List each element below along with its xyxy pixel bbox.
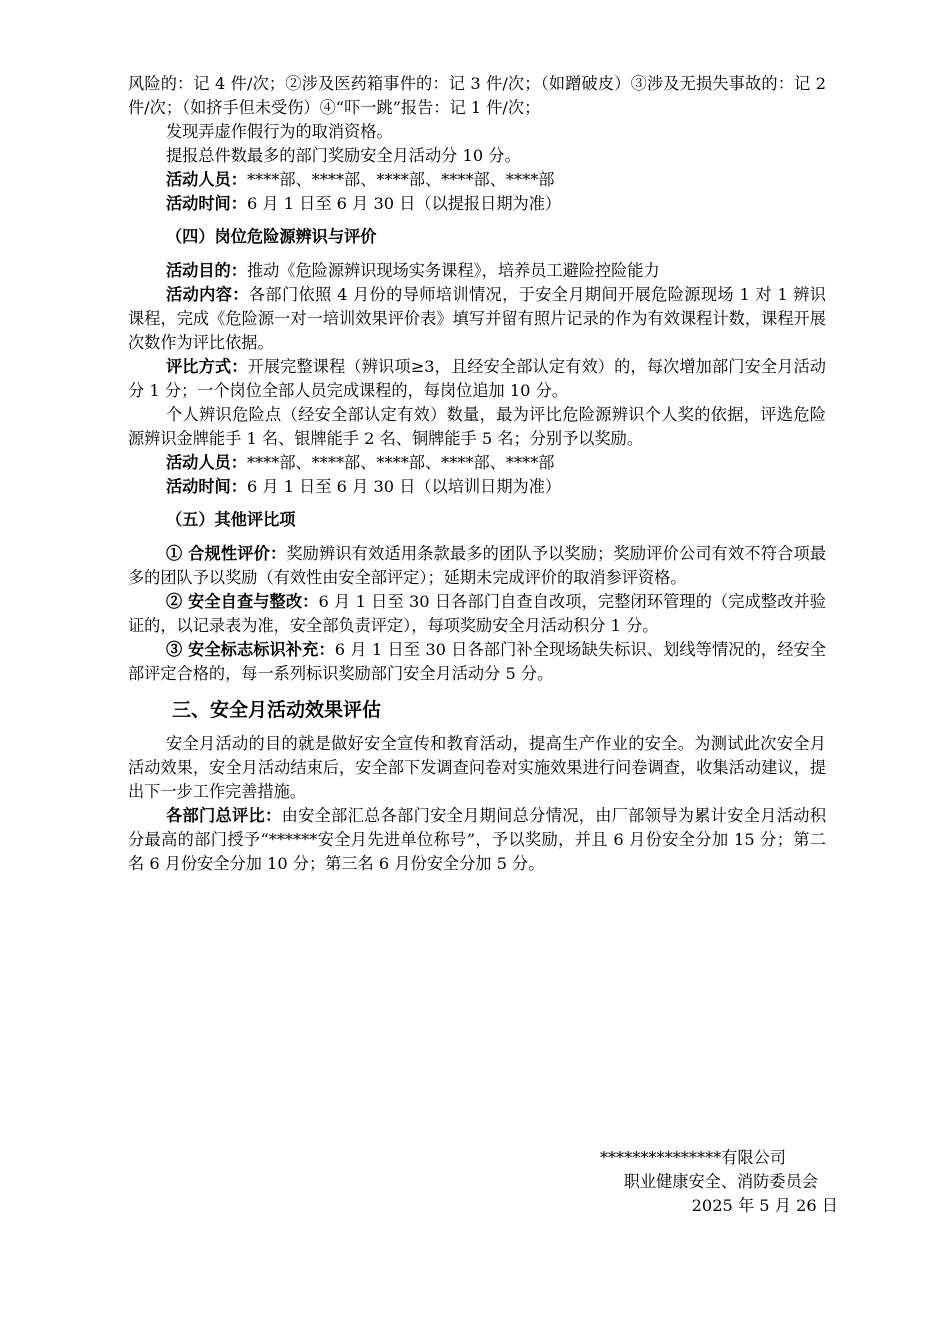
evaluation-total-label: 各部门总评比： bbox=[166, 806, 282, 825]
other-item-signage-label: ③ 安全标志标识补充： bbox=[166, 640, 335, 659]
activity-time bbox=[128, 192, 826, 216]
other-item-compliance-label: ① 合规性评价： bbox=[166, 544, 287, 563]
hazard-goal-label: 活动目的： bbox=[166, 261, 247, 280]
hazard-goal-value: 推动《危险源辨识现场实务课程》，培养员工避险控险能力 bbox=[246, 261, 660, 280]
document-body bbox=[128, 72, 826, 876]
hazard-method-value: 开展完整课程（辨识项≥3，且经安全部认定有效）的，每次增加部门安全月活动分 1 分；一个岗位全部人员完成课程的，每岗位追加 10 分。 bbox=[128, 357, 826, 400]
hazard-content bbox=[128, 283, 826, 355]
hazard-time bbox=[128, 475, 826, 499]
activity-people bbox=[128, 168, 826, 192]
activity-time-label: 活动时间： bbox=[166, 194, 247, 213]
signature-block bbox=[599, 1146, 838, 1218]
signature-company: ***************有限公司 bbox=[599, 1148, 786, 1167]
other-item-compliance bbox=[128, 542, 826, 590]
activity-time-value: 6 月 1 日至 6 月 30 日（以提报日期为准） bbox=[246, 194, 562, 213]
hazard-content-label: 活动内容： bbox=[166, 285, 249, 304]
hazard-method-label: 评比方式： bbox=[166, 357, 248, 376]
other-item-selfcheck-label: ② 安全自查与整改： bbox=[166, 592, 319, 611]
paragraph-incident-count: 风险的：记 4 件/次；②涉及医药箱事件的：记 3 件/次；（如蹭破皮）③涉及无损失事故的：记 2 件/次；（如挤手但未受伤）④“吓一跳”报告：记 1 件/次； bbox=[128, 74, 826, 117]
hazard-content-value: 各部门依照 4 月份的导师培训情况，于安全月期间开展危险源现场 1 对 1 辨识课程，完成《危险源一对一培训效果评价表》填写并留有照片记录的作为有效课程计数，课程开展次数作为评比依据。 bbox=[128, 285, 826, 352]
hazard-goal bbox=[128, 259, 826, 283]
hazard-personal: 个人辨识危险点（经安全部认定有效）数量，最为评比危险源辨识个人奖的依据，评选危险源辨识金牌能手 1 名、银牌能手 2 名、铜牌能手 5 名；分别予以奖励。 bbox=[128, 405, 826, 448]
activity-people-label: 活动人员： bbox=[166, 170, 247, 189]
hazard-people-value: ****部、****部、****部、****部、****部 bbox=[246, 453, 555, 472]
paragraph-fraud-disqualify: 发现弄虚作假行为的取消资格。 bbox=[166, 122, 393, 141]
evaluation-total bbox=[128, 804, 826, 876]
hazard-time-value: 6 月 1 日至 6 月 30 日（以培训日期为准） bbox=[246, 477, 562, 496]
other-item-signage-value: 6 月 1 日至 30 日各部门补全现场缺失标识、划线等情况的，经安全部评定合格的，每一系列标识奖励部门安全月活动分 5 分。 bbox=[128, 640, 827, 683]
hazard-people bbox=[128, 451, 826, 475]
signature-committee: 职业健康安全、消防委员会 bbox=[623, 1172, 818, 1191]
other-item-selfcheck-value: 6 月 1 日至 30 日各部门自查自改项，完整闭环管理的（完成整改并验证的，以记录表为准，安全部负责评定），每项奖励安全月活动积分 1 分。 bbox=[128, 592, 826, 635]
activity-people-value: ****部、****部、****部、****部、****部 bbox=[246, 170, 555, 189]
other-item-compliance-value: 奖励辨识有效适用条款最多的团队予以奖励；奖励评价公司有效不符合项最多的团队予以奖励（有效性由安全部评定）；延期未完成评价的取消参评资格。 bbox=[128, 544, 827, 587]
evaluation-total-value: 由安全部汇总各部门安全月期间总分情况，由厂部领导为累计安全月活动积分最高的部门授予“******安全月先进单位称号”，予以奖励，并且 6 月份安全分加 15 分；第二名 6 月份安全分加 10 分；第三名 6 月份安全分加 5 分。 bbox=[128, 806, 827, 873]
section-heading-hazard: （四）岗位危险源辨识与评价 bbox=[166, 227, 377, 246]
hazard-people-label: 活动人员： bbox=[166, 453, 247, 472]
paragraph-reward: 提报总件数最多的部门奖励安全月活动分 10 分。 bbox=[166, 146, 521, 165]
evaluation-paragraph: 安全月活动的目的就是做好安全宣传和教育活动，提高生产作业的安全。为测试此次安全月活动效果，安全月活动结束后，安全部下发调查问卷对实施效果进行问卷调查，收集活动建议，提出下一步工作完善措施。 bbox=[128, 734, 826, 801]
section-heading-evaluation: 三、安全月活动效果评估 bbox=[172, 699, 382, 721]
hazard-method bbox=[128, 355, 826, 403]
hazard-time-label: 活动时间： bbox=[166, 477, 247, 496]
other-item-signage bbox=[128, 638, 826, 686]
section-heading-other: （五）其他评比项 bbox=[166, 510, 296, 529]
signature-date: 2025 年 5 月 26 日 bbox=[691, 1196, 838, 1215]
other-item-selfcheck bbox=[128, 590, 826, 638]
